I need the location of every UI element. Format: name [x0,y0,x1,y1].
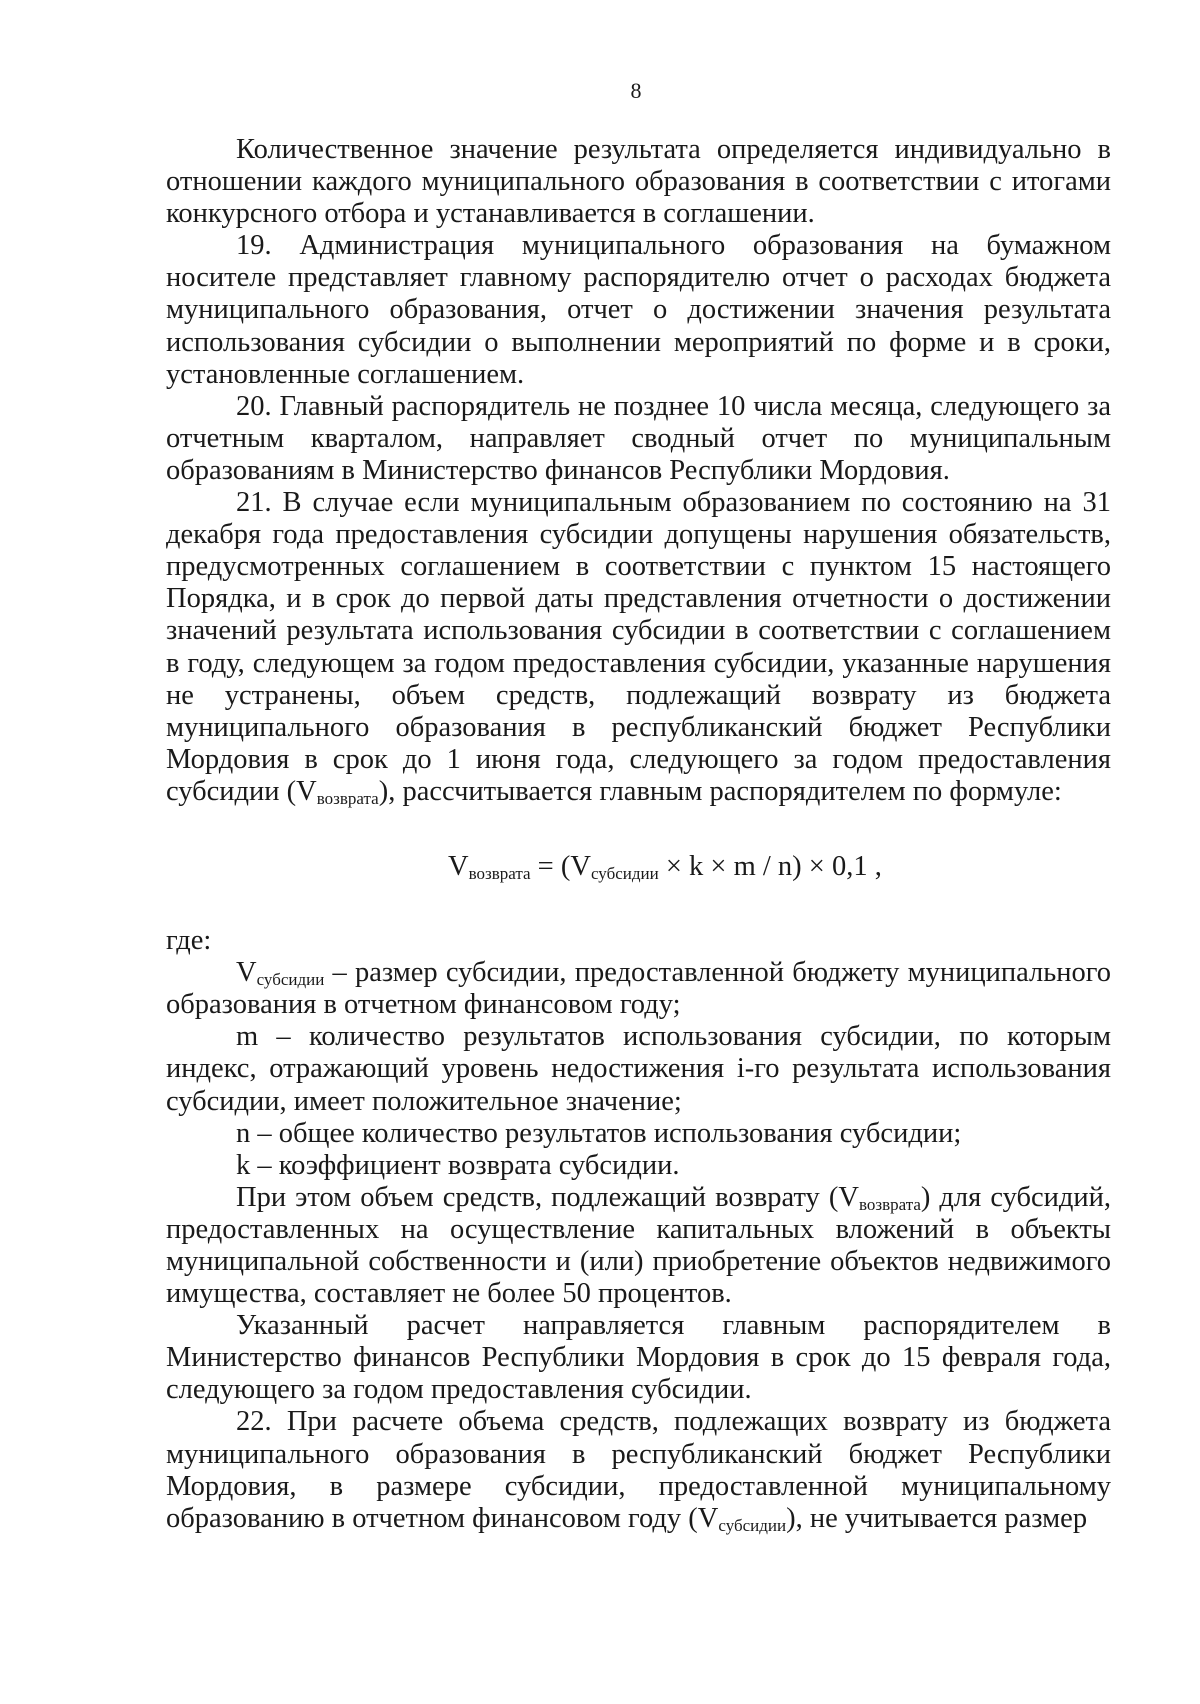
definition-k: k – коэффициент возврата субсидии. [236,1149,680,1181]
paragraph-21-tail: ), рассчитывается главным распорядителем по формуле: [378,775,1062,807]
paragraph-result-value: Количественное значение результата определяется индивидуально в отношении каждого муниципального образования в соответствии с итогами конкурсного отбора и устанавливается в соглашении. [166,134,1111,230]
page-number: 8 [630,78,642,103]
return-formula: $V_{возврата} = (V_{субсидии} \times k \times m / n) \times 0,1$ , [448,850,882,883]
paragraph-19: 19. Администрация муниципального образования на бумажном носителе представляет главному распорядителю отчет о расходах бюджета муниципального образования, отчет о достижении значения результата использования субсидии о выполнении мероприятий по форме и в сроки, установленные соглашением. [166,230,1111,390]
where-label: где: [166,925,212,957]
definition-m: m – количество результатов использования субсидии, по которым индекс, отражающий уровень недостижения i-го результата использования субсидии, имеет положительное значение; [166,1021,1111,1117]
paragraph-21 [166,487,1111,808]
definition-n: n – общее количество результатов использования субсидии; [236,1117,962,1149]
paragraph-calculation-sent: Указанный расчет направляется главным распорядителем в Министерство финансов Республики Мордовия в срок до 15 февраля года, следующего за годом предоставления субсидии. [166,1310,1111,1406]
paragraph-21-text: 21. В случае если муниципальным образованием по состоянию на 31 декабря года предоставления субсидии допущены нарушения обязательств, предусмотренных соглашением в соответствии с пунктом 15 настоящего Порядка, и в срок до первой даты представления отчетности о достижении значений результата использования субсидии в соответствии с соглашением в году, следующем за годом предоставления субсидии, указанные нарушения не устранены, объем средств, подлежащий возврату из бюджета муниципального образования в республиканский бюджет Республики Мордовия в срок до 1 июня года, следующего за годом предоставления субсидии ( [166,487,1111,807]
paragraph-22: 22. При расчете объема средств, подлежащих возврату из бюджета муниципального образования в республиканский бюджет Республики Мордовия, в размере субсидии, предоставленной муниципальному образованию в отчетном финансовом году $(V_{субсидии})$, не учитывается размер [166,1406,1111,1535]
document-body [166,134,1111,1535]
definition-v-subsidy: $V_{субсидии}$ – размер субсидии, предоставленной бюджету муниципального образования в отчетном финансовом году; [166,957,1111,1021]
paragraph-capital-limit: При этом объем средств, подлежащий возврату $(V_{возврата})$ для субсидий, предоставленных на осуществление капитальных вложений в объекты муниципальной собственности и (или) приобретение объектов недвижимого имущества, составляет не более 50 процентов. [166,1181,1111,1310]
symbol-v-return: $V_{возврата}$ [296,775,379,808]
paragraph-20: 20. Главный распорядитель не позднее 10 числа месяца, следующего за отчетным кварталом, направляет сводный отчет по муниципальным образованиям в Министерство финансов Республики Мордовия. [166,390,1111,486]
